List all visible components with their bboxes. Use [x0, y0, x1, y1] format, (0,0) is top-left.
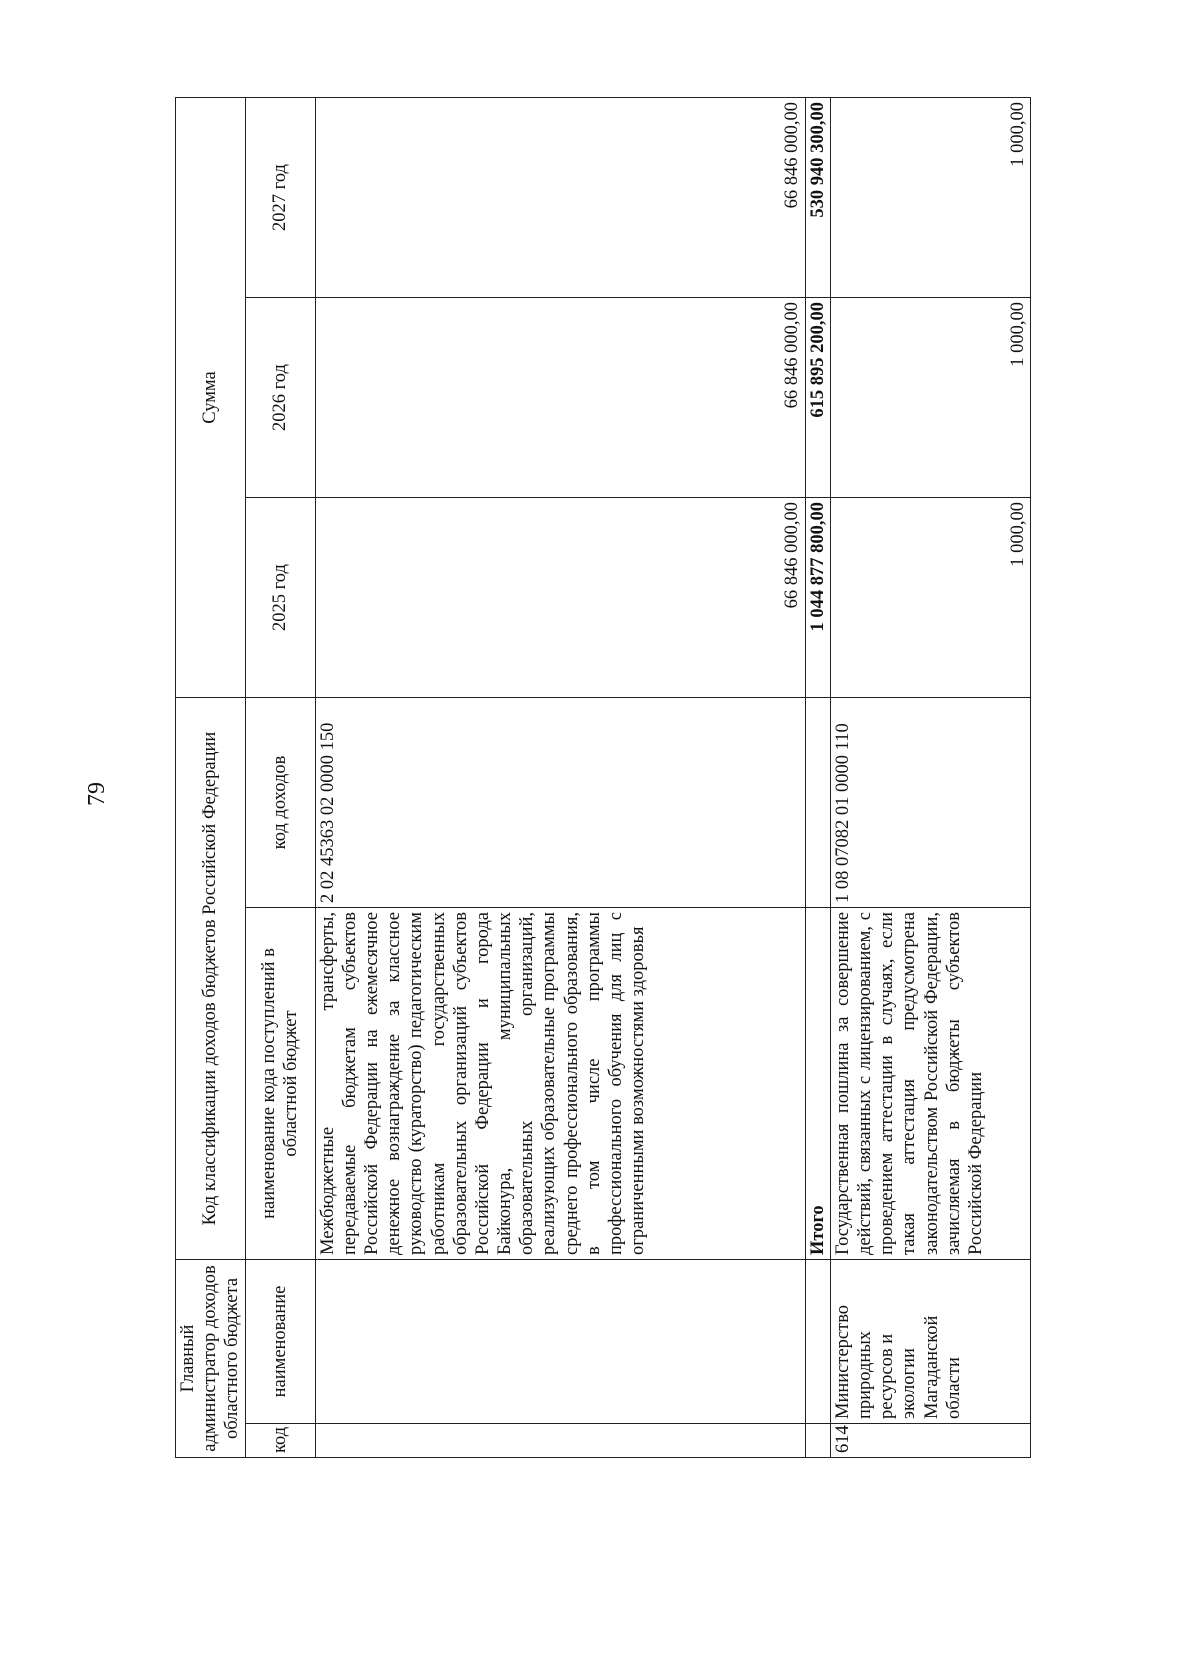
- cell-amount-2025: 1 000,00: [830, 498, 1030, 698]
- header-sum-group: Сумма: [176, 97, 246, 697]
- cell-kod: [805, 1424, 830, 1458]
- cell-income-code: 1 08 07082 01 0000 110: [830, 698, 1030, 908]
- cell-admin-name: [315, 1260, 805, 1424]
- cell-amount-2026: 1 000,00: [830, 298, 1030, 498]
- header-year-2026: 2026 год: [245, 298, 315, 498]
- cell-admin-name: Министерство природных ресурсов и экологии Магаданской области: [830, 1260, 1030, 1424]
- page-number: 79: [84, 782, 110, 806]
- cell-amount-2027: 1 000,00: [830, 97, 1030, 297]
- cell-amount-2025: 66 846 000,00: [315, 498, 805, 698]
- cell-income-code: [805, 698, 830, 908]
- income-classification-table: [175, 97, 1031, 1458]
- header-year-2025: 2025 год: [245, 498, 315, 698]
- total-label: Итого: [805, 908, 830, 1260]
- total-2026: 615 895 200,00: [805, 298, 830, 498]
- table-row: [315, 97, 805, 1457]
- table-subheader-row: [245, 97, 315, 1457]
- cell-income-code: 2 02 45363 02 0000 150: [315, 698, 805, 908]
- cell-amount-2026: 66 846 000,00: [315, 298, 805, 498]
- cell-income-name: Государственная пошлина за совершение действий, связанных с лицензированием, с проведением аттестации в случаях, если такая аттестация предусмотрена законодательством Российской Федерации, зачисляемая в бюджеты субъектов Российской Федерации: [830, 908, 1030, 1260]
- cell-admin-name: [805, 1260, 830, 1424]
- header-year-2027: 2027 год: [245, 97, 315, 297]
- total-2025: 1 044 877 800,00: [805, 498, 830, 698]
- cell-kod: [315, 1424, 805, 1458]
- total-2027: 530 940 300,00: [805, 97, 830, 297]
- table-row: [830, 97, 1030, 1457]
- table-row-total: [805, 97, 830, 1457]
- rotated-page-content: [175, 98, 1028, 1458]
- cell-kod: 614: [830, 1424, 1030, 1458]
- header-income-name: наименование кода поступлений в областной бюджет: [245, 908, 315, 1260]
- header-income-code: код доходов: [245, 698, 315, 908]
- header-code-group: Код классификации доходов бюджетов Российской Федерации: [176, 698, 246, 1260]
- header-admin-group: Главный администратор доходов областного бюджета: [176, 1260, 246, 1458]
- table-header-row: [176, 97, 246, 1457]
- header-kod: код: [245, 1424, 315, 1458]
- cell-amount-2027: 66 846 000,00: [315, 97, 805, 297]
- header-admin-name: наименование: [245, 1260, 315, 1424]
- cell-income-name: Межбюджетные трансферты, передаваемые бюджетам субъектов Российской Федерации на ежемесячное денежное вознаграждение за классное руководство (кураторство) педагогическим работникам государственных образовательных организаций субъектов Российской Федерации и города Байконура, муниципальных образовательных организаций, реализующих образовательные программы среднего профессионального образования, в том числе программы профессионального обучения для лиц с ограниченными возможностями здоровья: [315, 908, 805, 1260]
